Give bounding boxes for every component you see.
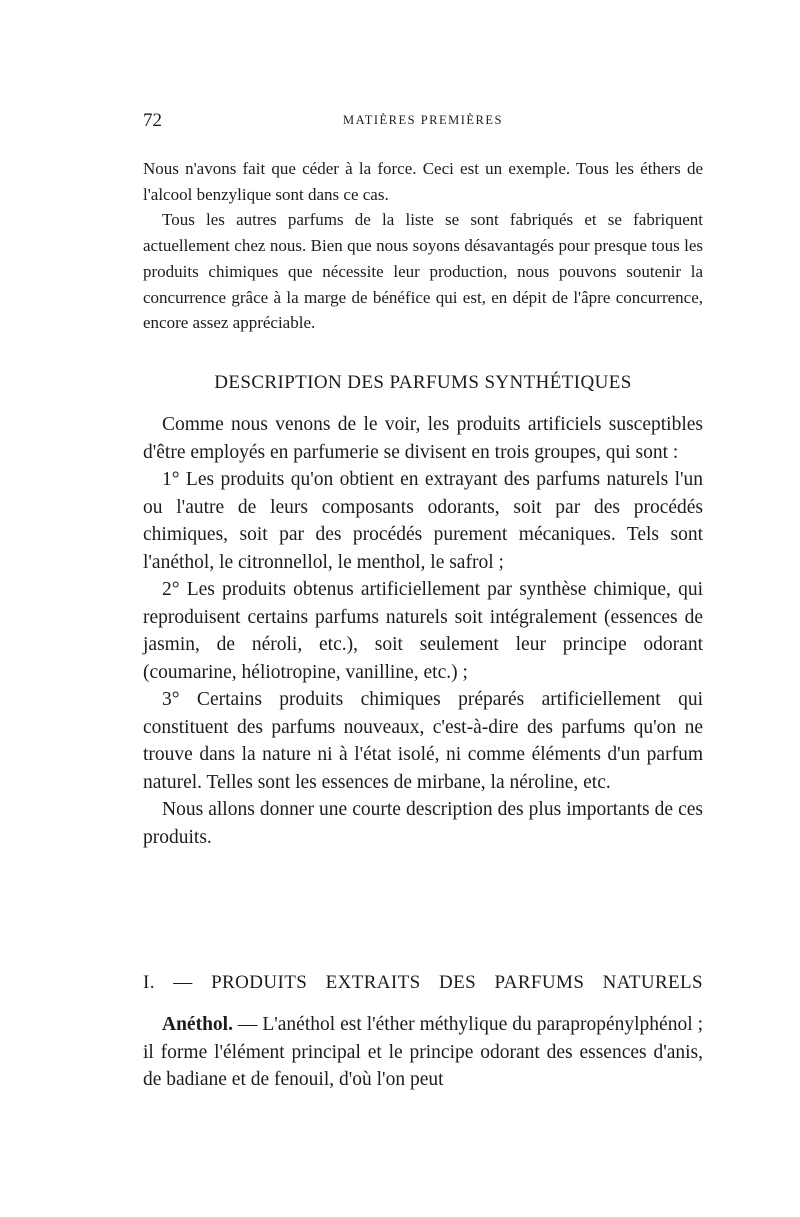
entry-anethol (143, 1011, 703, 1094)
paragraph (143, 1011, 703, 1094)
intro-text (143, 156, 703, 336)
list-item: 2° Les produits obtenus artificiellement par synthèse chimique, qui reproduisent certains parfums naturels soit intégralement (essences de jasmin, de néroli, etc.), soit seulement leur principe odorant (coumarine, héliotropine, vanilline, etc.) ; (143, 579, 703, 683)
description-text (143, 411, 703, 851)
list-item: 1° Les produits qu'on obtient en extrayant des parfums naturels l'un ou l'autre de leurs composants odorants, soit par des procédés chimiques, soit par des procédés purement mécaniques. Tels sont l'anéthol, le citronnellol, le menthol, le safrol ; (143, 469, 703, 573)
page-number: 72 (143, 110, 162, 131)
paragraph: Nous allons donner une courte description des plus importants de ces produits. (143, 799, 703, 848)
entry-term: Anéthol. (162, 1014, 233, 1035)
paragraph: Tous les autres parfums de la liste se sont fabriqués et se fabriquent actuellement chez nous. Bien que nous soyons désavantagés pour presque tous les produits chimiques que nécessite leur production, nous pouvons soutenir la concurrence grâce à la marge de bénéfice qui est, en dépit de l'âpre concurrence, encore assez appréciable. (143, 210, 703, 333)
list-item: 3° Certains produits chimiques préparés artificiellement qui constituent des parfums nouveaux, c'est-à-dire des parfums qu'on ne trouve dans la nature ni à l'état isolé, ni comme éléments d'un parfum naturel. Telles sont les essences de mirbane, la néroline, etc. (143, 689, 703, 793)
paragraph: Nous n'avons fait que céder à la force. Ceci est un exemple. Tous les éthers de l'alcool benzylique sont dans ce cas. (143, 159, 703, 204)
paragraph: Comme nous venons de le voir, les produits artificiels susceptibles d'être employés en parfumerie se divisent en trois groupes, qui sont : (143, 414, 703, 463)
section-heading-produits-extraits: I. — PRODUITS EXTRAITS DES PARFUMS NATURELS (143, 972, 703, 993)
entry-text: — L'anéthol est l'éther méthylique du parapropénylphénol ; il forme l'élément principal et le principe odorant des essences d'anis, de badiane et de fenouil, d'où l'on peut (143, 1014, 703, 1090)
section-heading-description: DESCRIPTION DES PARFUMS SYNTHÉTIQUES (214, 372, 632, 393)
book-page (143, 0, 703, 1217)
running-head (143, 110, 703, 134)
running-title: MATIÈRES PREMIÈRES (342, 113, 503, 127)
